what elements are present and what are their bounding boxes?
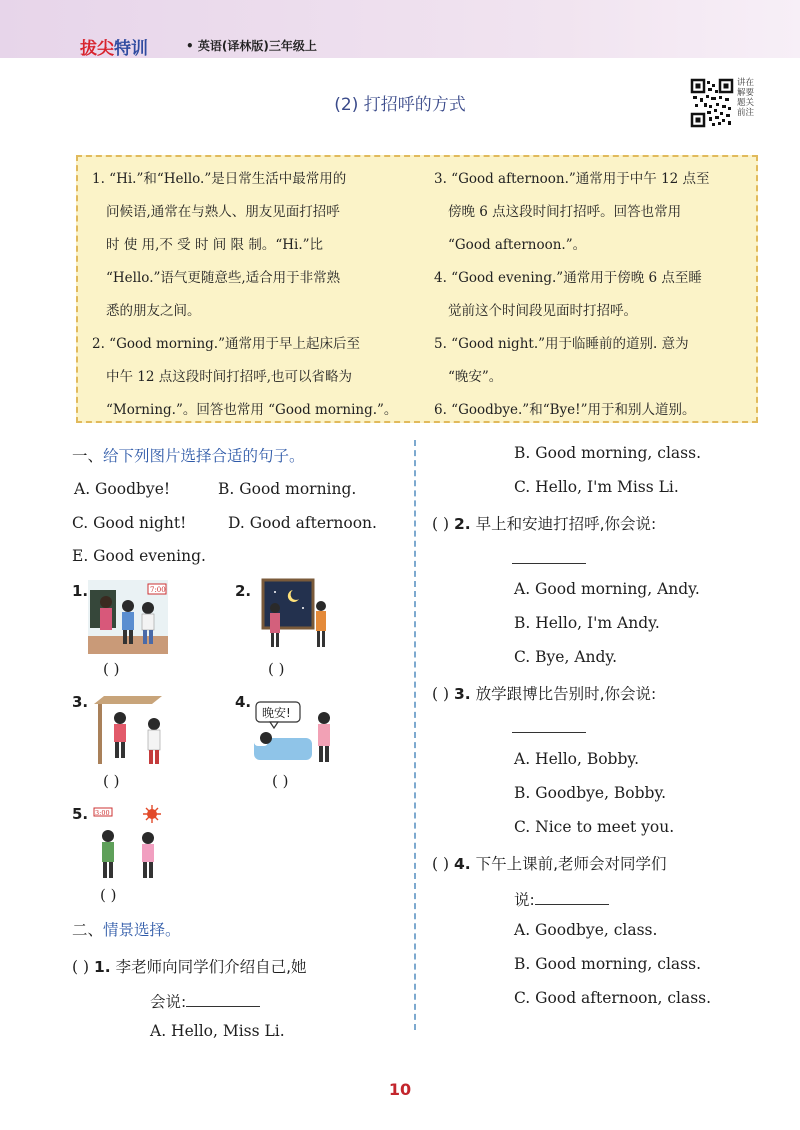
speech-bubble-text: 晚安! (262, 706, 291, 720)
answer-paren[interactable]: ( ) (432, 855, 450, 873)
tip-line: 傍晚 6 点这段时间打招呼。回答也常用 (448, 204, 682, 220)
question-3-blank (512, 718, 586, 737)
tip-line: 时 使 用,不 受 时 间 限 制。“Hi.”比 (106, 237, 324, 253)
svg-text:7:00: 7:00 (150, 586, 166, 594)
lesson-title: (2) 打招呼的方式 (334, 95, 466, 115)
q3-option-a: A. Hello, Bobby. (514, 750, 640, 768)
q1-option-c: C. Hello, I'm Miss Li. (514, 478, 679, 496)
answer-paren[interactable]: ( ) (268, 660, 285, 678)
svg-text:3:00: 3:00 (95, 809, 110, 817)
question-2-blank (512, 549, 586, 568)
answer-paren[interactable]: ( ) (432, 515, 450, 533)
question-2: ( ) 2. 早上和安迪打招呼,你会说: (432, 515, 657, 533)
tip-line: “Morning.”。回答也常用 “Good morning.”。 (106, 402, 398, 418)
option-e: E. Good evening. (72, 547, 206, 565)
question-1-line2: 会说: (150, 990, 260, 1012)
question-1: ( ) 1. 李老师向同学们介绍自己,她 (72, 958, 307, 976)
picture-number: 2. (235, 582, 252, 600)
column-divider (414, 440, 416, 1030)
picture-number: 4. (235, 693, 252, 711)
q4-option-b: B. Good morning, class. (514, 955, 701, 973)
question-3: ( ) 3. 放学跟博比告别时,你会说: (432, 685, 657, 703)
picture-2-night-window (255, 578, 337, 658)
picture-number: 5. (72, 805, 89, 823)
option-c: C. Good night! (72, 514, 187, 532)
q4-option-a: A. Goodbye, class. (514, 921, 658, 939)
qr-code-icon[interactable] (690, 78, 734, 128)
answer-paren[interactable]: ( ) (103, 660, 120, 678)
q2-option-c: C. Bye, Andy. (514, 648, 618, 666)
option-d: D. Good afternoon. (228, 514, 377, 532)
answer-paren[interactable]: ( ) (272, 772, 289, 790)
q3-option-c: C. Nice to meet you. (514, 818, 675, 836)
tips-right-column (434, 163, 752, 427)
tip-line: 2. “Good morning.”通常用于早上起床后至 (92, 336, 360, 352)
tip-line: “Good afternoon.”。 (448, 237, 587, 253)
answer-paren[interactable]: ( ) (103, 772, 120, 790)
page-number: 10 (388, 1080, 412, 1099)
tip-line: “晚安”。 (448, 369, 503, 385)
tip-line: 6. “Goodbye.”和“Bye!”用于和别人道别。 (434, 402, 696, 418)
q1-option-b: B. Good morning, class. (514, 444, 701, 462)
tip-line: 5. “Good night.”用于临睡前的道别. 意为 (434, 336, 689, 352)
picture-number: 1. (72, 582, 89, 600)
fill-blank[interactable] (512, 718, 586, 733)
picture-4-bedtime (252, 694, 338, 770)
fill-blank[interactable] (512, 549, 586, 564)
fill-blank[interactable] (535, 890, 609, 905)
section2-heading: 二、情景选择。 (72, 921, 181, 939)
book-title: • 英语(译林版)三年级上 (186, 39, 317, 53)
picture-1-classroom-greeting (86, 578, 170, 656)
q2-option-b: B. Hello, I'm Andy. (514, 614, 660, 632)
answer-paren[interactable]: ( ) (100, 886, 117, 904)
tip-line: 4. “Good evening.”通常用于傍晚 6 点至睡 (434, 270, 702, 286)
q2-option-a: A. Good morning, Andy. (514, 580, 700, 598)
tip-line: 悉的朋友之间。 (106, 303, 201, 319)
q3-option-b: B. Goodbye, Bobby. (514, 784, 667, 802)
q1-option-a: A. Hello, Miss Li. (150, 1022, 285, 1040)
tip-line: 中午 12 点这段时间打招呼,也可以省略为 (106, 369, 353, 385)
question-4: ( ) 4. 下午上课前,老师会对同学们 (432, 855, 667, 873)
tip-line: “Hello.”语气更随意些,适合用于非常熟 (106, 270, 341, 286)
qr-caption: 讲在 解要 题关 前注 (737, 78, 755, 118)
answer-paren[interactable]: ( ) (432, 685, 450, 703)
option-b: B. Good morning. (218, 480, 357, 498)
picture-3-school-goodbye (92, 696, 174, 770)
picture-5-afternoon (90, 804, 170, 884)
tips-left-column (92, 163, 412, 427)
fill-blank[interactable] (186, 992, 260, 1007)
tip-line: 3. “Good afternoon.”通常用于中午 12 点至 (434, 171, 710, 187)
tip-line: 问候语,通常在与熟人、朋友见面打招呼 (106, 204, 340, 220)
q4-option-c: C. Good afternoon, class. (514, 989, 712, 1007)
tip-line: 1. “Hi.”和“Hello.”是日常生活中最常用的 (92, 171, 347, 187)
question-4-line2: 说: (514, 888, 609, 910)
tip-line: 觉前这个时间段见面时打招呼。 (448, 303, 637, 319)
tips-box (76, 155, 758, 423)
option-a: A. Goodbye! (74, 480, 171, 498)
answer-paren[interactable]: ( ) (72, 958, 90, 976)
picture-number: 3. (72, 693, 89, 711)
section1-heading: 一、给下列图片选择合适的句子。 (72, 447, 305, 465)
brand-logo: 拔尖特训 (80, 39, 148, 59)
